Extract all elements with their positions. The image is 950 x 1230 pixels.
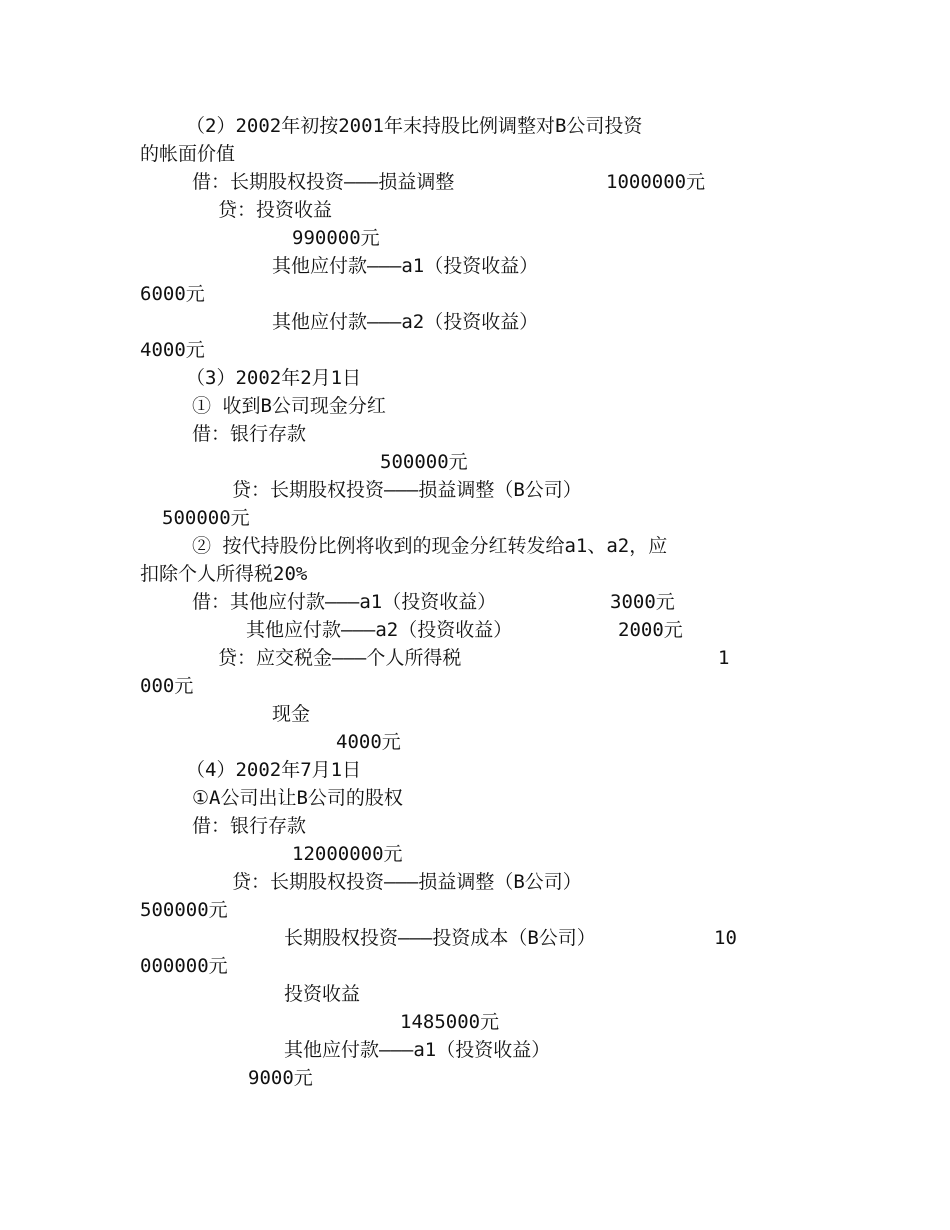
entry-debit-line: 借：银行存款 [192,815,307,837]
entry-amount: 1 [718,647,730,669]
entry-credit-line: 贷：长期股权投资———损益调整（B公司） [232,871,582,893]
entry-credit-line: 贷：长期股权投资———损益调整（B公司） [232,479,582,501]
entry-credit-line: 贷：投资收益 [218,199,333,221]
entry-credit-line: 投资收益 [284,983,361,1005]
entry-amount: 10 [714,927,737,949]
entry-amount-cont: 000000元 [140,955,228,977]
section-2-heading-cont: 的帐面价值 [140,143,236,165]
subsection-heading: ② 按代持股份比例将收到的现金分红转发给a1、a2，应 [192,535,668,557]
entry-credit-line: 其他应付款———a1（投资收益） [272,255,539,277]
entry-debit-line: 借：银行存款 [192,423,307,445]
entry-amount: 9000元 [248,1067,313,1089]
entry-debit-line: 其他应付款———a2（投资收益） [246,619,513,641]
entry-debit-line: 借：其他应付款———a1（投资收益） [192,591,497,613]
subsection-heading: ① 收到B公司现金分红 [192,395,386,417]
subsection-heading-cont: 扣除个人所得税20% [140,563,308,585]
entry-amount: 500000元 [380,451,468,473]
entry-amount: 4000元 [140,339,205,361]
entry-credit-line: 其他应付款———a1（投资收益） [284,1039,551,1061]
entry-debit-line: 借：长期股权投资———损益调整 [192,171,455,193]
entry-amount: 4000元 [336,731,401,753]
subsection-heading: ①A公司出让B公司的股权 [192,787,403,809]
entry-credit-line: 其他应付款———a2（投资收益） [272,311,539,333]
entry-amount: 500000元 [162,507,250,529]
entry-amount-cont: 000元 [140,675,194,697]
section-4-heading: （4）2002年7月1日 [186,759,362,781]
entry-credit-line: 长期股权投资———投资成本（B公司） [284,927,596,949]
section-3-heading: （3）2002年2月1日 [186,367,362,389]
section-2-heading: （2）2002年初按2001年末持股比例调整对B公司投资 [186,115,643,137]
entry-amount: 1000000元 [606,171,706,193]
entry-amount: 990000元 [292,227,380,249]
entry-credit-line: 现金 [272,703,311,725]
entry-amount: 500000元 [140,899,228,921]
entry-amount: 6000元 [140,283,205,305]
entry-credit-line: 贷：应交税金———个人所得税 [218,647,462,669]
entry-amount: 12000000元 [292,843,403,865]
entry-amount: 3000元 [610,591,675,613]
entry-amount: 2000元 [618,619,683,641]
entry-amount: 1485000元 [400,1011,500,1033]
